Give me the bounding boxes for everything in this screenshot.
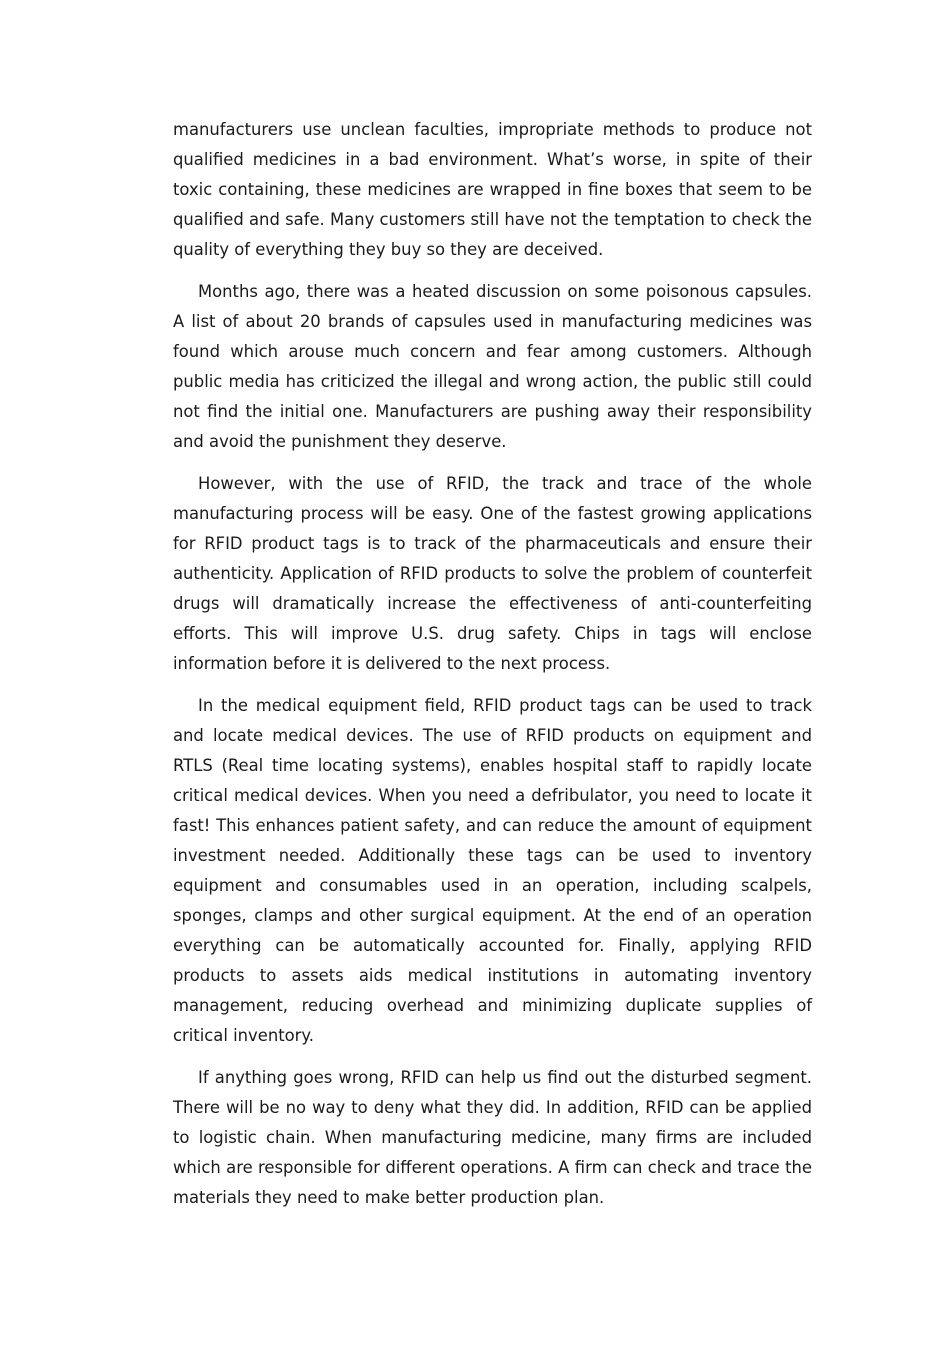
paragraph-poisonous-capsules: Months ago, there was a heated discussion on some poisonous capsules. A list of about 20 brands of capsules used in manufacturing medicines was found which arouse much concern and fear among customers. Although public media has criticized the illegal and wrong action, the public still could not find the initial one. Manufacturers are pushing away their responsibility and avoid the punishment they deserve. <box>173 282 812 451</box>
document-body <box>173 115 812 1225</box>
paragraph-logistic-chain: If anything goes wrong, RFID can help us find out the disturbed segment. There will be no way to deny what they did. In addition, RFID can be applied to logistic chain. When manufacturing medicine, many firms are included which are responsible for different operations. A firm can check and trace the materials they need to make better production plan. <box>173 1068 812 1207</box>
paragraph-rfid-track-trace: However, with the use of RFID, the track and trace of the whole manufacturing process will be easy. One of the fastest growing applications for RFID product tags is to track of the pharmaceuticals and ensure their authenticity. Application of RFID products to solve the problem of counterfeit drugs will dramatically increase the effectiveness of anti-counterfeiting efforts. This will improve U.S. drug safety. Chips in tags will enclose information before it is delivered to the next process. <box>173 474 812 673</box>
paragraph-continuation: manufacturers use unclean faculties, impropriate methods to produce not qualified medicines in a bad environment. What’s worse, in spite of their toxic containing, these medicines are wrapped in fine boxes that seem to be qualified and safe. Many customers still have not the temptation to check the quality of everything they buy so they are deceived. <box>173 120 812 259</box>
paragraph-medical-equipment: In the medical equipment field, RFID product tags can be used to track and locate medical devices. The use of RFID products on equipment and RTLS (Real time locating systems), enables hospital staff to rapidly locate critical medical devices. When you need a defribulator, you need to locate it fast! This enhances patient safety, and can reduce the amount of equipment investment needed. Additionally these tags can be used to inventory equipment and consumables used in an operation, including scalpels, sponges, clamps and other surgical equipment. At the end of an operation everything can be automatically accounted for. Finally, applying RFID products to assets aids medical institutions in automating inventory management, reducing overhead and minimizing duplicate supplies of critical inventory. <box>173 696 812 1045</box>
